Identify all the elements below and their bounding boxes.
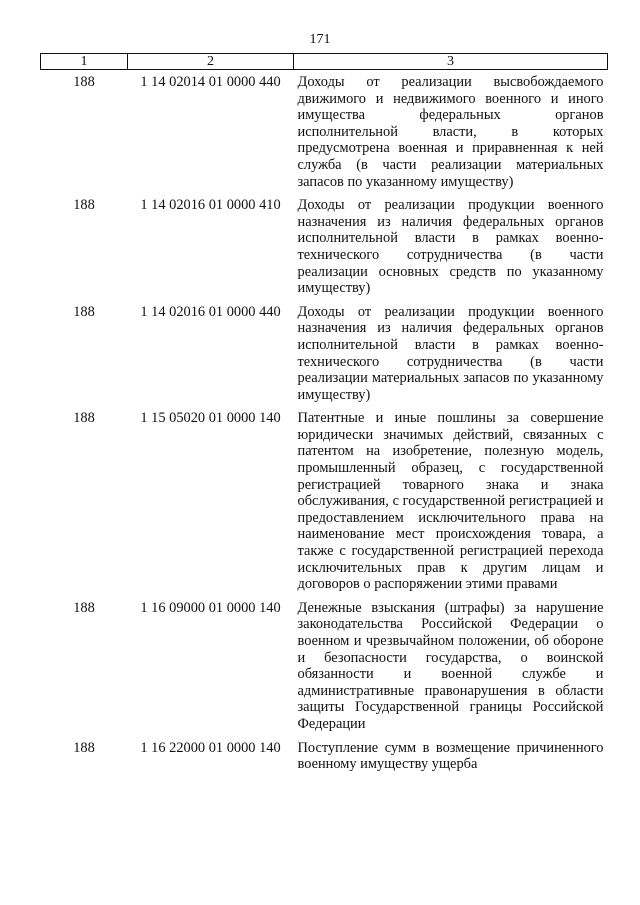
- column-2-header: 2: [128, 54, 294, 70]
- column-number-header-row: [41, 54, 608, 70]
- revenue-description: Патентные и иные пошлины за совершение юридически значимых действий, связанных с патентом на изобретение, полезную модель, промышленный образец, с государственной регистрацией товарного знака и знака обслуживания, с государственной регистрацией и предоставлением исключительного права на наименование мест происхождения товара, а также с государственной регистрацией перехода исключительных прав к другим лицам и договоров о распоряжении этими правами: [297, 410, 604, 593]
- revenue-description: Доходы от реализации продукции военного назначения из наличия федеральных органов исполнительной власти в рамках военно-технического сотрудничества (в части реализации материальных запасов по указанному имуществу): [297, 303, 604, 403]
- administrator-code: 188: [73, 599, 95, 616]
- budget-classification-code: 1 14 02016 01 0000 440: [140, 303, 281, 320]
- administrator-code: 188: [73, 739, 95, 756]
- budget-classification-code: 1 14 02014 01 0000 440: [140, 74, 281, 90]
- administrator-code: 188: [73, 303, 95, 320]
- revenue-classification-table-wrapper: [40, 53, 607, 776]
- table-row: [41, 70, 608, 194]
- table-row: [41, 596, 608, 736]
- administrator-code: 188: [73, 410, 95, 427]
- budget-classification-code: 1 16 22000 01 0000 140: [140, 739, 281, 756]
- revenue-description: Доходы от реализации продукции военного назначения из наличия федеральных органов исполнительной власти в рамках военно-технического сотрудничества (в части реализации основных средств по указанному имуществу): [297, 197, 604, 297]
- column-3-header: 3: [294, 54, 608, 70]
- revenue-description: Доходы от реализации высвобождаемого движимого и недвижимого военного и иного имущества федеральных органов исполнительной власти, в которых предусмотрена военная и приравненная к ней служба (в части реализации материальных запасов по указанному имуществу): [297, 74, 604, 190]
- table-row: [41, 406, 608, 596]
- revenue-description: Поступление сумм в возмещение причиненного военному имуществу ущерба: [297, 739, 604, 773]
- table-row: [41, 193, 608, 300]
- revenue-description: Денежные взыскания (штрафы) за нарушение законодательства Российской Федерации о военном и чрезвычайном положении, об обороне и безопасности государства, о воинской обязанности и военной службе и административные правонарушения в области защиты Государственной границы Российской Федерации: [297, 599, 604, 732]
- budget-classification-code: 1 16 09000 01 0000 140: [140, 599, 281, 616]
- page-number: 171: [309, 32, 331, 47]
- table-row: [41, 736, 608, 776]
- administrator-code: 188: [73, 197, 95, 214]
- column-1-header: 1: [41, 54, 128, 70]
- revenue-classification-table: [40, 53, 608, 776]
- budget-classification-code: 1 15 05020 01 0000 140: [140, 410, 281, 427]
- administrator-code: 188: [73, 74, 95, 90]
- budget-classification-code: 1 14 02016 01 0000 410: [140, 197, 281, 214]
- table-row: [41, 300, 608, 407]
